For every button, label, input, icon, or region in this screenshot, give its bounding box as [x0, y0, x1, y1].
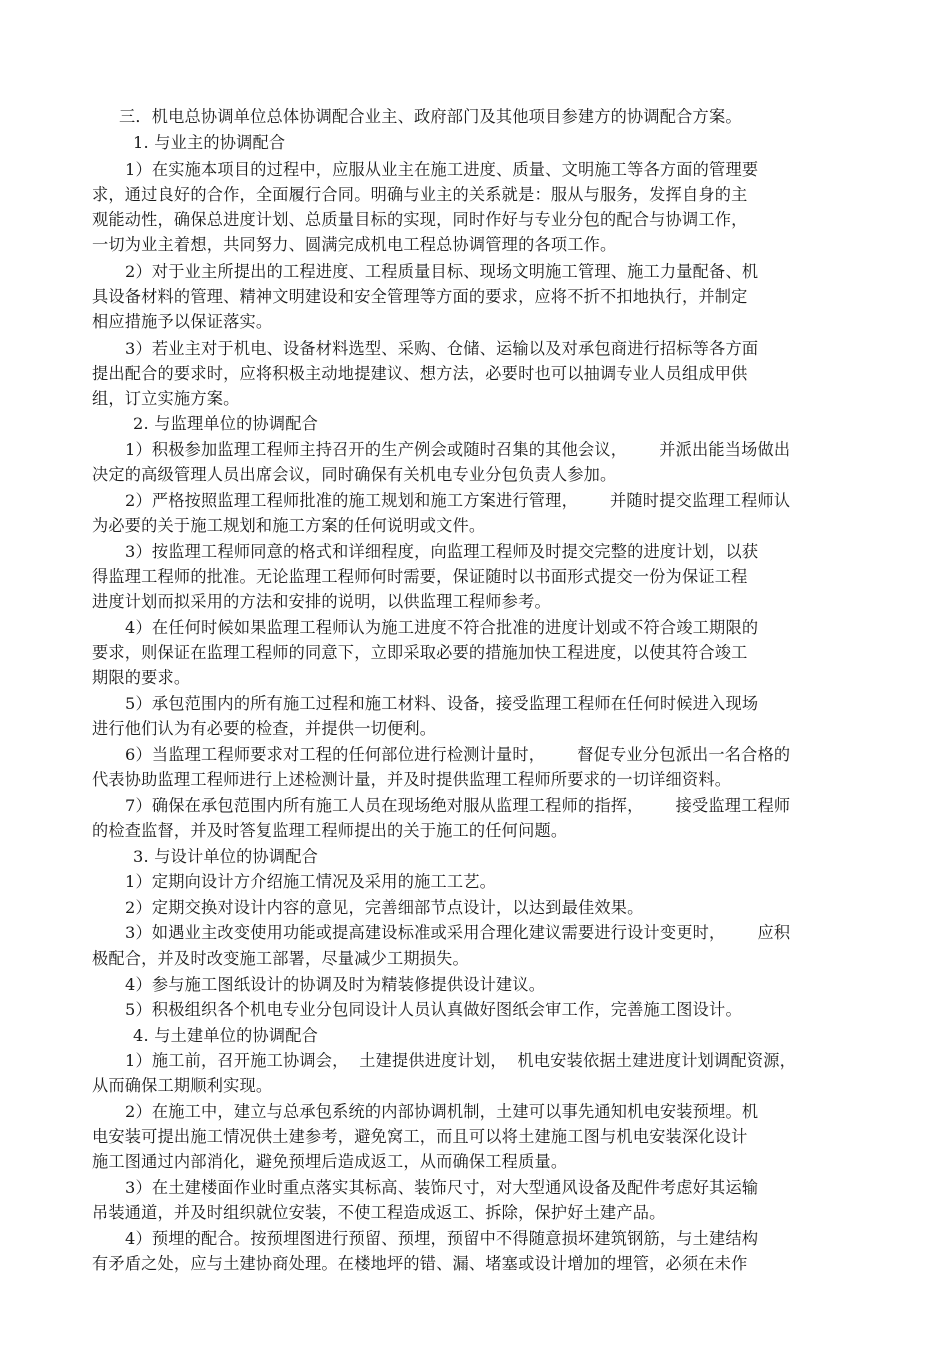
paragraph-line: 有矛盾之处，应与土建协商处理。在楼地坪的错、漏、堵塞或设计增加的埋管，必须在未作 [92, 1254, 748, 1273]
paragraph-line: 6）当监理工程师要求对工程的任何部位进行检测计量时， 督促专业分包派出一名合格的 [125, 745, 791, 764]
paragraph-line: 施工图通过内部消化，避免预埋后造成返工，从而确保工程质量。 [92, 1152, 568, 1171]
paragraph-line: 2）在施工中，建立与总承包系统的内部协调机制，土建可以事先通知机电安装预埋。机 [125, 1102, 759, 1121]
paragraph-line: 2）定期交换对设计内容的意见，完善细部节点设计，以达到最佳效果。 [125, 898, 644, 917]
subsection-heading: 2. 与监理单位的协调配合 [133, 414, 319, 433]
paragraph-line: 1）施工前，召开施工协调会， 土建提供进度计划， 机电安装依据土建进度计划调配资源， [125, 1051, 796, 1070]
paragraph-line: 电安装可提出施工情况供土建参考，避免窝工，而且可以将土建施工图与机电安装深化设计 [92, 1127, 748, 1146]
paragraph-line: 3）在土建楼面作业时重点落实其标高、装饰尺寸，对大型通风设备及配件考虑好其运输 [125, 1178, 759, 1197]
paragraph-line: 极配合，并及时改变施工部署，尽量减少工期损失。 [92, 949, 469, 968]
paragraph-line: 相应措施予以保证落实。 [92, 312, 273, 331]
paragraph-line: 要求，则保证在监理工程师的同意下，立即采取必要的措施加快工程进度，以使其符合竣工 [92, 643, 748, 662]
subsection-heading: 4. 与土建单位的协调配合 [133, 1026, 319, 1045]
paragraph-line: 的检查监督，并及时答复监理工程师提出的关于施工的任何问题。 [92, 821, 568, 840]
paragraph-line: 期限的要求。 [92, 668, 191, 687]
paragraph-line: 5）积极组织各个机电专业分包同设计人员认真做好图纸会审工作，完善施工图设计。 [125, 1000, 742, 1019]
paragraph-line: 2）对于业主所提出的工程进度、工程质量目标、现场文明施工管理、施工力量配备、机 [125, 262, 759, 281]
paragraph-line: 求，通过良好的合作，全面履行合同。明确与业主的关系就是：服从与服务，发挥自身的主 [92, 185, 748, 204]
paragraph-line: 从而确保工期顺利实现。 [92, 1076, 273, 1095]
paragraph-line: 具设备材料的管理、精神文明建设和安全管理等方面的要求，应将不折不扣地执行，并制定 [92, 287, 748, 306]
paragraph-line: 7）确保在承包范围内所有施工人员在现场绝对服从监理工程师的指挥， 接受监理工程师 [125, 796, 791, 815]
paragraph-line: 一切为业主着想，共同努力、圆满完成机电工程总协调管理的各项工作。 [92, 235, 617, 254]
paragraph-line: 观能动性，确保总进度计划、总质量目标的实现，同时作好与专业分包的配合与协调工作， [92, 210, 748, 229]
paragraph-line: 决定的高级管理人员出席会议，同时确保有关机电专业分包负责人参加。 [92, 465, 617, 484]
paragraph-line: 4）参与施工图纸设计的协调及时为精装修提供设计建议。 [125, 975, 546, 994]
paragraph-line: 组，订立实施方案。 [92, 389, 240, 408]
paragraph-line: 3）若业主对于机电、设备材料选型、采购、仓储、运输以及对承包商进行招标等各方面 [125, 339, 759, 358]
paragraph-line: 5）承包范围内的所有施工过程和施工材料、设备，接受监理工程师在任何时候进入现场 [125, 694, 759, 713]
subsection-heading: 3. 与设计单位的协调配合 [133, 847, 319, 866]
paragraph-line: 3）按监理工程师同意的格式和详细程度，向监理工程师及时提交完整的进度计划，以获 [125, 542, 759, 561]
paragraph-line: 吊装通道，并及时组织就位安装，不使工程造成返工、拆除，保护好土建产品。 [92, 1203, 666, 1222]
subsection-heading: 1. 与业主的协调配合 [133, 133, 286, 152]
paragraph-line: 为必要的关于施工规划和施工方案的任何说明或文件。 [92, 516, 486, 535]
section-heading: 三．机电总协调单位总体协调配合业主、政府部门及其他项目参建方的协调配合方案。 [119, 107, 742, 126]
paragraph-line: 代表协助监理工程师进行上述检测计量，并及时提供监理工程师所要求的一切详细资料。 [92, 770, 732, 789]
paragraph-line: 4）预埋的配合。按预埋图进行预留、预埋，预留中不得随意损坏建筑钢筋，与土建结构 [125, 1229, 759, 1248]
paragraph-line: 4）在任何时候如果监理工程师认为施工进度不符合批准的进度计划或不符合竣工期限的 [125, 618, 759, 637]
paragraph-line: 1）定期向设计方介绍施工情况及采用的施工工艺。 [125, 872, 497, 891]
paragraph-line: 2）严格按照监理工程师批准的施工规划和施工方案进行管理， 并随时提交监理工程师认 [125, 491, 791, 510]
paragraph-line: 1）在实施本项目的过程中，应服从业主在施工进度、质量、文明施工等各方面的管理要 [125, 160, 759, 179]
paragraph-line: 1）积极参加监理工程师主持召开的生产例会或随时召集的其他会议， 并派出能当场做出 [125, 440, 791, 459]
paragraph-line: 3）如遇业主改变使用功能或提高建设标准或采用合理化建议需要进行设计变更时， 应积 [125, 923, 791, 942]
paragraph-line: 提出配合的要求时，应将积极主动地提建议、想方法，必要时也可以抽调专业人员组成甲供 [92, 364, 748, 383]
paragraph-line: 得监理工程师的批准。无论监理工程师何时需要，保证随时以书面形式提交一份为保证工程 [92, 567, 748, 586]
paragraph-line: 进行他们认为有必要的检查，并提供一切便利。 [92, 719, 437, 738]
paragraph-line: 进度计划而拟采用的方法和安排的说明，以供监理工程师参考。 [92, 592, 551, 611]
